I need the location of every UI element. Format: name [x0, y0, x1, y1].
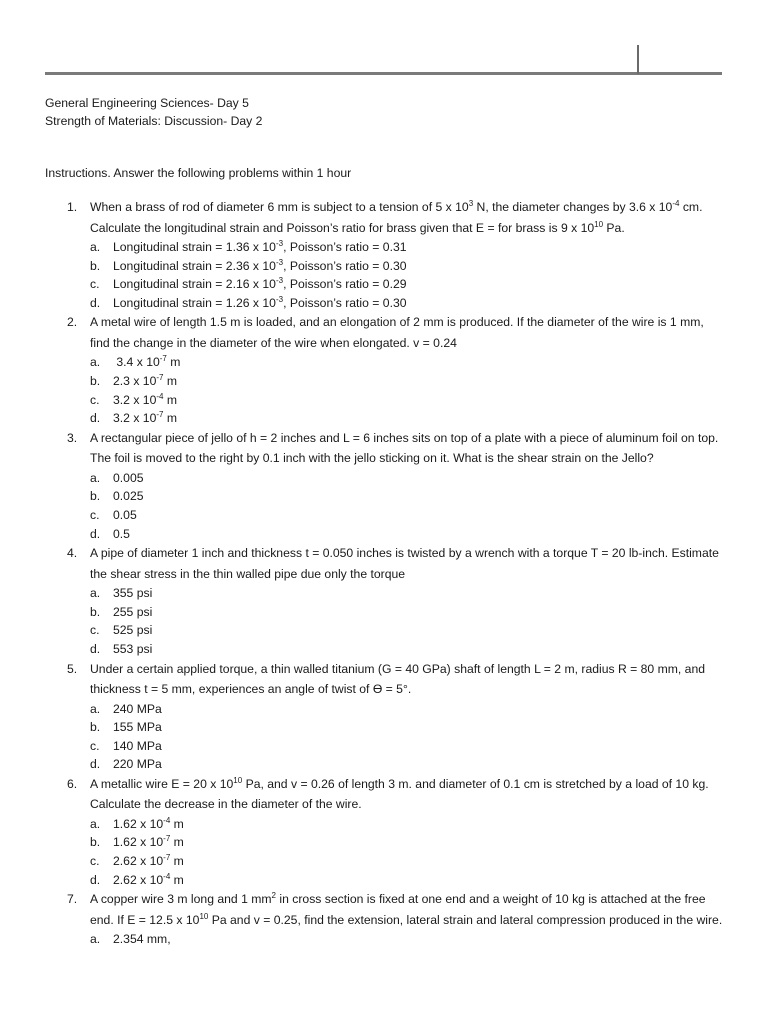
option-text: 0.5 [113, 526, 130, 541]
question-3 [45, 428, 725, 543]
question-6 [45, 774, 725, 889]
option-a [90, 584, 725, 603]
option-letter: d. [90, 411, 101, 426]
question-text: A metallic wire E = 20 x $10^{10}$ Pa, and v = 0.26 of length 3 m. and diameter of 0.1 cm is stretched by a load of 10 kg. Calculate the decrease in the diameter of the wire. [90, 775, 709, 812]
option-a [90, 238, 725, 257]
option-text: Longitudinal strain = 1.26 x $10^{-3}$, Poisson’s ratio = 0.30 [113, 294, 407, 310]
option-letter: d. [90, 526, 101, 541]
document-header [45, 94, 262, 130]
question-text: A pipe of diameter 1 inch and thickness t = 0.050 inches is twisted by a wrench with a torque T = 20 lb-inch. Estimate the shear stress in the thin walled pipe due only the torque [90, 546, 719, 581]
option-text: 140 MPa [113, 738, 162, 753]
question-2 [45, 312, 725, 427]
option-d [90, 525, 725, 544]
option-letter: d. [90, 757, 101, 772]
option-letter: d. [90, 641, 101, 656]
option-b [90, 487, 725, 506]
option-list [90, 238, 725, 312]
question-number: 7. [67, 892, 78, 907]
option-b [90, 372, 725, 391]
option-list [90, 353, 725, 427]
option-d [90, 409, 725, 428]
option-letter: c. [90, 277, 100, 292]
option-a [90, 815, 725, 834]
option-list [90, 584, 725, 658]
subject-title: Strength of Materials: Discussion- Day 2 [45, 114, 263, 128]
option-letter: b. [90, 604, 101, 619]
question-number: 5. [67, 661, 78, 676]
option-text: 3.4 x $10^{-7}$ m [113, 354, 181, 370]
option-c [90, 621, 725, 640]
option-text: 0.05 [113, 507, 137, 522]
option-d [90, 755, 725, 774]
option-text: 2.62 x $10^{-4}$ m [113, 871, 184, 887]
option-list [90, 469, 725, 543]
option-letter: c. [90, 392, 100, 407]
question-1 [45, 197, 725, 312]
option-c [90, 852, 725, 871]
question-text: A copper wire 3 m long and 1 $mm^2$ in cross section is fixed at one end and a weight of 10 kg is attached at the free end. If E = 12.5 x $10^{10}$ Pa and v = 0.25, find the extension, lateral strain and lateral compression produced in the wire. [90, 891, 723, 927]
option-letter: c. [90, 738, 100, 753]
option-text: 553 psi [113, 641, 153, 656]
question-number: 2. [67, 315, 78, 330]
option-text: 3.2 x $10^{-7}$ m [113, 410, 178, 426]
option-letter: b. [90, 373, 101, 388]
header-rule [45, 72, 722, 75]
option-letter: b. [90, 489, 101, 504]
option-letter: a. [90, 932, 101, 947]
option-text: 0.005 [113, 470, 144, 485]
option-c [90, 506, 725, 525]
question-number: 4. [67, 546, 78, 561]
option-a [90, 469, 725, 488]
option-text: 355 psi [113, 586, 153, 601]
option-text: 2.62 x $10^{-7}$ m [113, 853, 184, 869]
option-list [90, 930, 725, 949]
course-title: General Engineering Sciences- Day 5 [45, 96, 249, 110]
question-text: A metal wire of length 1.5 m is loaded, and an elongation of 2 mm is produced. If the diameter of the wire is 1 mm, find the change in the diameter of the wire when elongated. v = 0.24 [90, 315, 704, 350]
option-text: 2.354 mm, [113, 932, 171, 947]
option-text: Longitudinal strain = 1.36 x $10^{-3}$, Poisson’s ratio = 0.31 [113, 239, 407, 254]
option-d [90, 871, 725, 890]
option-text: Longitudinal strain = 2.16 x $10^{-3}$, Poisson’s ratio = 0.29 [113, 276, 407, 292]
option-a [90, 353, 725, 372]
option-text: Longitudinal strain = 2.36 x $10^{-3}$, Poisson’s ratio = 0.30 [113, 257, 407, 273]
option-a [90, 930, 725, 949]
option-letter: a. [90, 355, 101, 370]
option-letter: d. [90, 872, 101, 887]
option-text: 220 MPa [113, 757, 162, 772]
option-b [90, 257, 725, 276]
option-letter: b. [90, 258, 101, 273]
option-list [90, 815, 725, 889]
option-b [90, 718, 725, 737]
option-letter: c. [90, 854, 100, 869]
question-number: 3. [67, 430, 78, 445]
question-text: Under a certain applied torque, a thin walled titanium (G = 40 GPa) shaft of length L = 2 m, radius R = 80 mm, and thickness t = 5 mm, experiences an angle of twist of Ɵ = 5°. [90, 661, 706, 696]
option-d [90, 294, 725, 313]
option-a [90, 700, 725, 719]
option-text: 240 MPa [113, 701, 162, 716]
option-letter: c. [90, 507, 100, 522]
question-7 [45, 889, 725, 949]
option-b [90, 833, 725, 852]
option-c [90, 391, 725, 410]
option-text: 155 MPa [113, 720, 162, 735]
instructions: Instructions. Answer the following problems within 1 hour [45, 166, 352, 180]
option-c [90, 275, 725, 294]
option-text: 2.3 x $10^{-7}$ m [113, 372, 178, 388]
question-number: 1. [67, 200, 78, 214]
header-rule-tick [637, 45, 639, 74]
question-number: 6. [67, 776, 78, 791]
option-letter: a. [90, 816, 101, 831]
option-text: 255 psi [113, 604, 153, 619]
option-letter: a. [90, 701, 101, 716]
question-text: A rectangular piece of jello of h = 2 inches and L = 6 inches sits on top of a plate with a piece of aluminum foil on top. The foil is moved to the right by 0.1 inch with the jello sticking on it. What is the shear strain on the Jello? [90, 430, 719, 466]
option-text: 1.62 x $10^{-7}$ m [113, 834, 184, 850]
option-letter: b. [90, 835, 101, 850]
question-4 [45, 543, 725, 658]
option-letter: c. [90, 623, 100, 638]
question-text: When a brass of rod of diameter 6 mm is subject to a tension of 5 x $10^3$ N, the diameter changes by 3.6 x $10^{-4}$ cm. Calculate the longitudinal strain and Poisson’s ratio for brass given that E = for brass is 9 x $10^{10}$ Pa. [90, 199, 703, 235]
question-list [45, 197, 725, 949]
option-c [90, 737, 725, 756]
option-letter: b. [90, 720, 101, 735]
option-letter: d. [90, 295, 101, 310]
question-5 [45, 659, 725, 774]
option-letter: a. [90, 586, 101, 601]
option-text: 3.2 x $10^{-4}$ m [113, 391, 178, 407]
option-b [90, 603, 725, 622]
option-text: 1.62 x $10^{-4}$ m [113, 815, 184, 831]
option-letter: a. [90, 240, 101, 254]
option-letter: a. [90, 470, 101, 485]
option-d [90, 640, 725, 659]
option-list [90, 700, 725, 774]
option-text: 525 psi [113, 623, 153, 638]
option-text: 0.025 [113, 489, 144, 504]
